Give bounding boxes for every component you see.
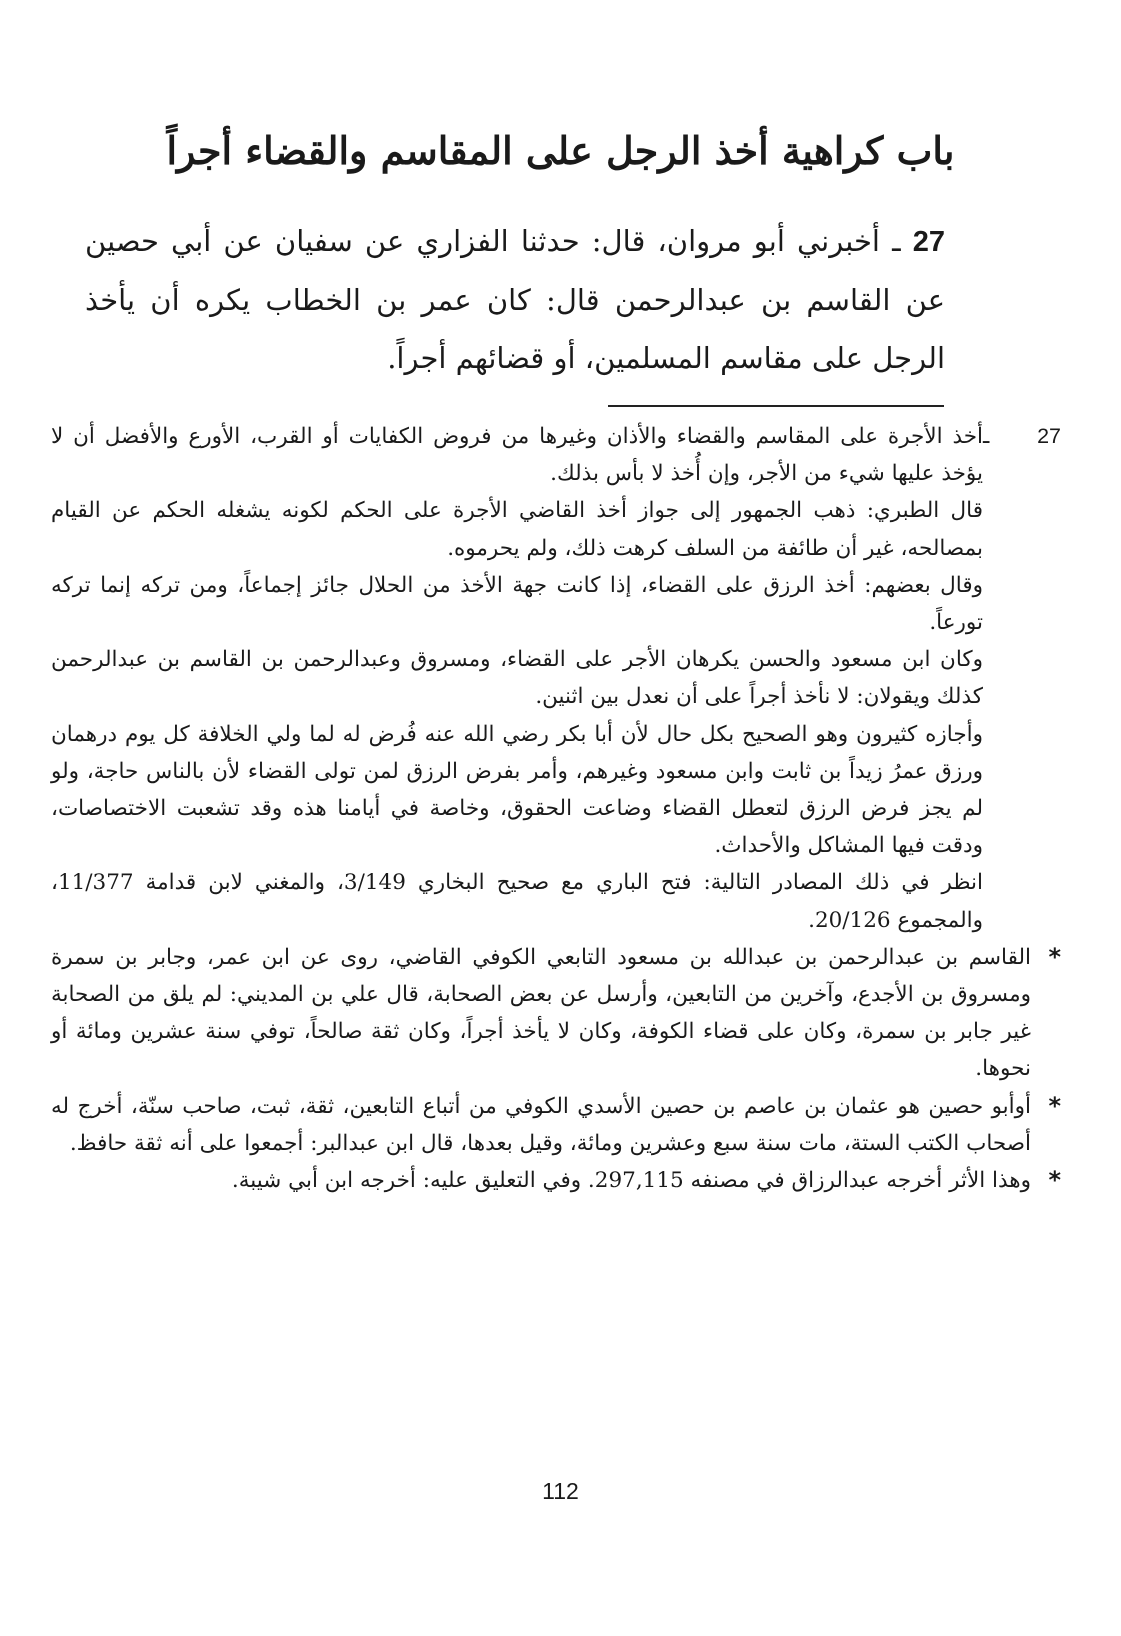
hadith-number: 27 [912, 226, 945, 258]
page-number: 112 [542, 1478, 579, 1504]
footnote-paragraph: وأجازه كثيرون وهو الصحيح بكل حال لأن أبا بكر رضي الله عنه فُرض له لما ولي الخلافة كل يوم درهمان ورزق عمرُ زيداً بن ثابت وابن مسعود وغيرهم، وأمر بفرض الرزق لمن تولى القضاء لأن بالناس حاجة، ولو لم يجز فرض الرزق لتعطل القضاء وضاعت الحقوق، وخاصة في أيامنا هذه وقد تشعبت الاختصاصات، ودقت فيها المشاكل والأحداث. [51, 721, 983, 859]
star-marker: * [1048, 1091, 1061, 1120]
footnote-27 [51, 418, 1061, 939]
footnote-paragraph: وكان ابن مسعود والحسن يكرهان الأجر على القضاء، ومسروق وعبدالرحمن بن القاسم بن عبدالرحمن كذلك ويقولان: لا نأخذ أجراً على أن نعدل بين اثنين. [51, 647, 983, 710]
footnote-marker [983, 418, 1061, 939]
chapter-title: باب كراهية أخذ الرجل على المقاسم والقضاء أجراً [166, 128, 955, 173]
footnote-paragraph: انظر في ذلك المصادر التالية: فتح الباري مع صحيح البخاري 3/149، والمغني لابن قدامة 11/377، والمجموع 20/126. [51, 870, 983, 933]
footnote-divider [608, 405, 944, 407]
footnotes [51, 418, 1061, 1199]
star-marker: * [1048, 942, 1061, 971]
star-marker: * [1048, 1166, 1061, 1195]
narrator-note [51, 1088, 1061, 1162]
note-text: وهذا الأثر أخرجه عبدالرزاق في مصنفه 297,115. وفي التعليق عليه: أخرجه ابن أبي شيبة. [231, 1168, 1031, 1194]
footnote-paragraph: قال الطبري: ذهب الجمهور إلى جواز أخذ القاضي الأجرة على الحكم لكونه يشغله الحكم عن القيام بمصالحه، غير أن طائفة من السلف كرهت ذلك، ولم يحرموه. [51, 498, 983, 561]
footnote-number: 27 [1037, 424, 1061, 448]
footnote-body [51, 418, 983, 939]
narrator-note [51, 939, 1061, 1088]
hadith-text [85, 212, 945, 387]
note-text: أوأبو حصين هو عثمان بن عاصم بن حصين الأسدي الكوفي من أتباع التابعين، ثقة، ثبت، صاحب سنّة، أخرج له أصحاب الكتب الستة، مات سنة سبع وعشرين ومائة، وقيل بعدها، قال ابن عبدالبر: أجمعوا على أنه ثقة حافظ. [51, 1093, 1031, 1156]
footnote-paragraph: وقال بعضهم: أخذ الرزق على القضاء، إذا كانت جهة الأخذ من الحلال جائز إجماعاً، ومن تركه إنما تركه تورعاً. [51, 572, 983, 636]
source-note [51, 1162, 1061, 1199]
footnote-paragraph: أخذ الأجرة على المقاسم والقضاء والأذان وغيرها من فروض الكفايات أو القرب، الأورع والأفضل أن لا يؤخذ عليها شيء من الأجر، وإن أُخذ لا بأس بذلك. [51, 424, 983, 487]
hadith-body: ـ أخبرني أبو مروان، قال: حدثنا الفزاري عن سفيان عن أبي حصين عن القاسم بن عبدالرحمن قال: كان عمر بن الخطاب يكره أن يأخذ الرجل على مقاسم المسلمين، أو قضائهم أجراً. [85, 224, 945, 375]
note-text: القاسم بن عبدالرحمن بن عبدالله بن مسعود التابعي الكوفي القاضي، روى عن ابن عمر، وجابر بن سمرة ومسروق بن الأجدع، وآخرين من التابعين، وأرسل عن بعض الصحابة، قال علي بن المديني: لم يلق من الصحابة غير جابر بن سمرة، وكان على قضاء الكوفة، وكان لا يأخذ أجراً، وكان ثقة صالحاً، توفي سنة عشرين ومائة أو نحوها. [51, 944, 1031, 1082]
footnote-dash: ـ [983, 424, 990, 448]
